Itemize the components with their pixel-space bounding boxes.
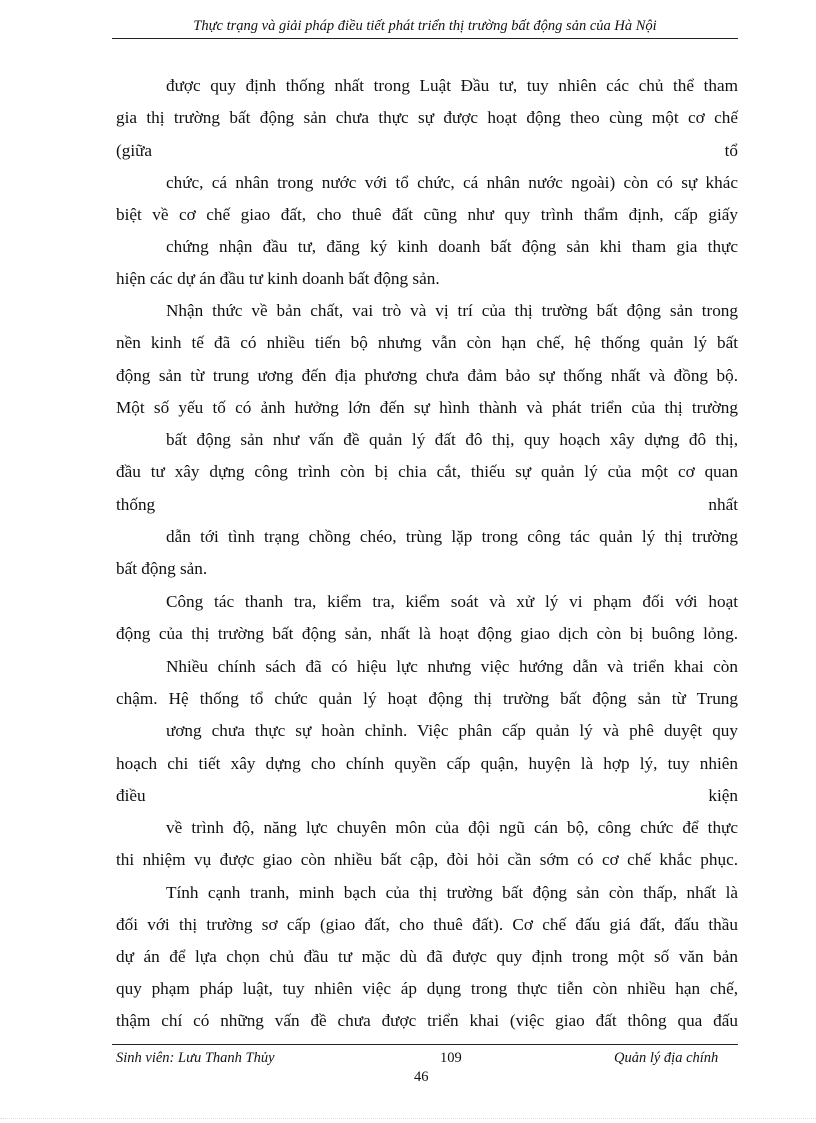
text-line: động của thị trường bất động sản, nhất là hoạt động giao dịch còn bị buông lỏng. xyxy=(116,624,738,643)
text-fragment: tổ xyxy=(724,141,738,160)
text-line: bất động sản. xyxy=(116,559,208,578)
text-fragment: kiện xyxy=(708,786,738,805)
text-line: thi nhiệm vụ được giao còn nhiều bất cập, đòi hỏi cần sớm có cơ chế khắc phục. xyxy=(116,850,738,869)
text-line: chậm. Hệ thống tổ chức quản lý hoạt động thị trường bất động sản từ Trung xyxy=(116,689,738,708)
text-line: Công tác thanh tra, kiểm tra, kiểm soát và xử lý vi phạm đối với hoạt xyxy=(166,592,738,611)
text-line: dẫn tới tình trạng chồng chéo, trùng lặp trong công tác quản lý thị trường xyxy=(166,527,738,546)
text-line: gia thị trường bất động sản chưa thực sự được hoạt động theo cùng một cơ chế xyxy=(116,108,738,127)
text-line: quy phạm pháp luật, tuy nhiên việc áp dụng trong thực tiễn còn nhiều hạn chế, xyxy=(116,979,738,998)
text-line: được quy định thống nhất trong Luật Đầu tư, tuy nhiên các chủ thể tham xyxy=(166,76,738,95)
text-line: Nhiều chính sách đã có hiệu lực nhưng việc hướng dẫn và triển khai còn xyxy=(166,657,738,676)
text-line: đầu tư xây dựng công trình còn bị chia cắt, thiếu sự quản lý của một cơ quan xyxy=(116,462,738,481)
text-fragment: nhất xyxy=(708,495,738,514)
page-number: 109 xyxy=(440,1050,462,1066)
text-line: chứng nhận đầu tư, đăng ký kinh doanh bất động sản khi tham gia thực xyxy=(166,237,738,256)
text-line: Một số yếu tố có ảnh hưởng lớn đến sự hình thành và phát triển của thị trường xyxy=(116,398,738,417)
text-line: về trình độ, năng lực chuyên môn của đội ngũ cán bộ, công chức để thực xyxy=(166,818,738,837)
text-line: bất động sản như vấn đề quản lý đất đô thị, quy hoạch xây dựng đô thị, xyxy=(166,430,738,449)
text-line xyxy=(116,784,738,808)
footer-student: Sinh viên: Lưu Thanh Thủy xyxy=(116,1050,275,1066)
footer-divider xyxy=(112,1044,738,1045)
header-divider xyxy=(112,38,738,39)
text-line: ương chưa thực sự hoàn chỉnh. Việc phân cấp quản lý và phê duyệt quy xyxy=(166,721,738,740)
text-line: động sản từ trung ương đến địa phương chưa đảm bảo sự thống nhất và đồng bộ. xyxy=(116,366,738,385)
text-fragment: thống xyxy=(116,495,156,514)
page-bottom-edge xyxy=(0,1118,816,1119)
text-fragment: (giữa xyxy=(116,141,153,160)
text-line: đối với thị trường sơ cấp (giao đất, cho thuê đất). Cơ chế đấu giá đất, đấu thầu xyxy=(116,915,738,934)
text-line xyxy=(116,493,738,517)
text-line: Nhận thức về bản chất, vai trò và vị trí của thị trường bất động sản trong xyxy=(166,301,738,320)
page-number-alt: 46 xyxy=(414,1069,429,1085)
text-line: hiện các dự án đầu tư kinh doanh bất động sản. xyxy=(116,269,440,288)
text-line xyxy=(116,139,738,163)
text-line: thậm chí có những vấn đề chưa được triển khai (việc giao đất thông qua đấu xyxy=(116,1011,738,1030)
text-line: Tính cạnh tranh, minh bạch của thị trường bất động sản còn thấp, nhất là xyxy=(166,883,738,902)
text-line: biệt về cơ chế giao đất, cho thuê đất cũng như quy trình thẩm định, cấp giấy xyxy=(116,205,738,224)
text-line: hoạch chi tiết xây dựng cho chính quyền cấp quận, huyện là hợp lý, tuy nhiên xyxy=(116,754,738,773)
text-line: nền kinh tế đã có nhiều tiến bộ nhưng vẫn còn hạn chế, hệ thống quản lý bất xyxy=(116,333,738,352)
text-line: chức, cá nhân trong nước với tổ chức, cá nhân nước ngoài) còn có sự khác xyxy=(166,173,738,192)
text-line: dự án để lựa chọn chủ đầu tư mặc dù đã được quy định trong một số văn bản xyxy=(116,947,738,966)
footer-department: Quản lý địa chính xyxy=(614,1050,719,1066)
text-fragment: điều xyxy=(116,786,146,805)
page-header: Thực trạng và giải pháp điều tiết phát triển thị trường bất động sản của Hà Nội xyxy=(193,18,657,34)
